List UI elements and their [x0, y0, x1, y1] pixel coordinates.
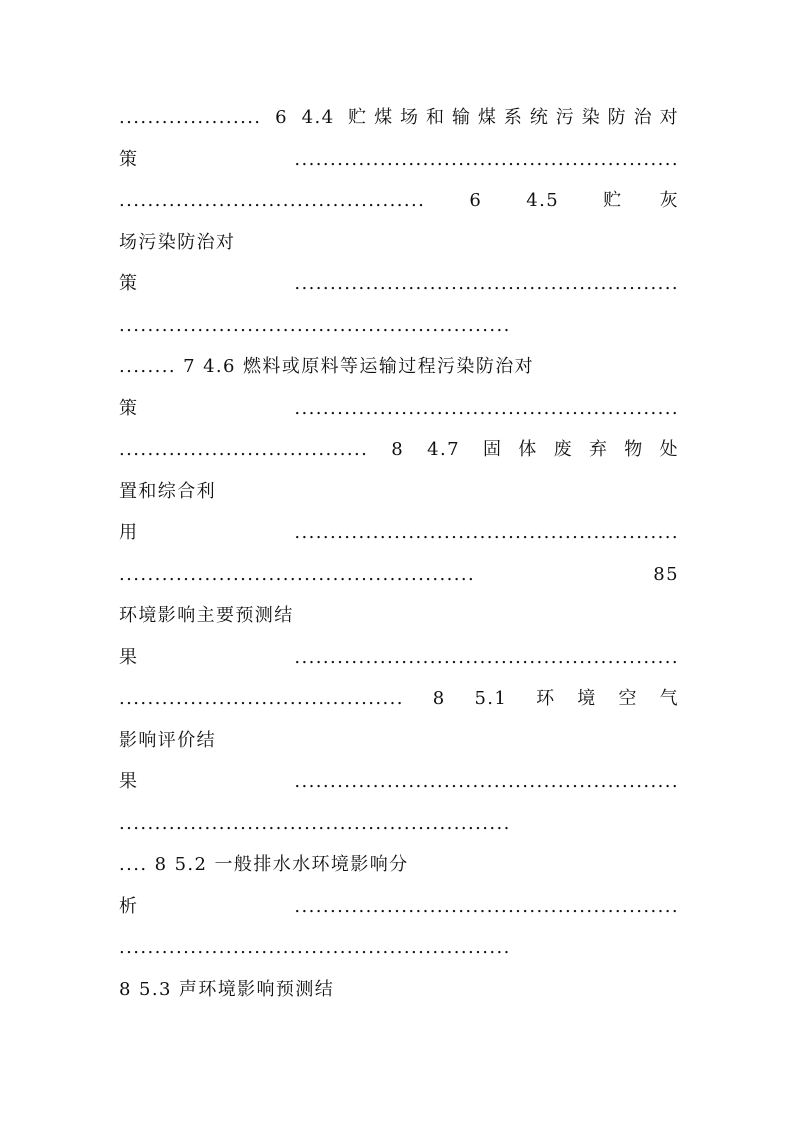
toc-line: .................................................. 85	[119, 564, 679, 585]
toc-line: .................... 6 4.4 贮煤场和输煤系统污染防治对	[119, 107, 679, 128]
toc-line: .... 8 5.2 一般排水水环境影响分	[119, 854, 409, 875]
toc-line: 策......................................................	[119, 273, 679, 294]
toc-line: ........................................... 6 4.5 贮灰	[119, 190, 679, 211]
toc-line: 用......................................................	[119, 522, 679, 543]
toc-line: 策......................................................	[119, 149, 679, 170]
toc-line: .......................................................	[119, 813, 511, 834]
toc-line: ................................... 8 4.7 固体废弃物处	[119, 439, 679, 460]
toc-line: 策......................................................	[119, 398, 679, 419]
toc-line: 环境影响主要预测结	[119, 605, 294, 626]
toc-line: 场污染防治对	[119, 232, 236, 253]
toc-line: ........ 7 4.6 燃料或原料等运输过程污染防治对	[119, 356, 535, 377]
toc-line: 析......................................................	[119, 896, 679, 917]
toc-line: 果......................................................	[119, 771, 679, 792]
toc-line: 8 5.3 声环境影响预测结	[119, 979, 335, 1000]
toc-line: .......................................................	[119, 315, 511, 336]
toc-line: ........................................ 8 5.1 环境空气	[119, 688, 679, 709]
toc-line: 影响评价结	[119, 730, 216, 751]
toc-line: 果......................................................	[119, 647, 679, 668]
toc-line: .......................................................	[119, 937, 511, 958]
toc-line: 置和综合利	[119, 481, 216, 502]
